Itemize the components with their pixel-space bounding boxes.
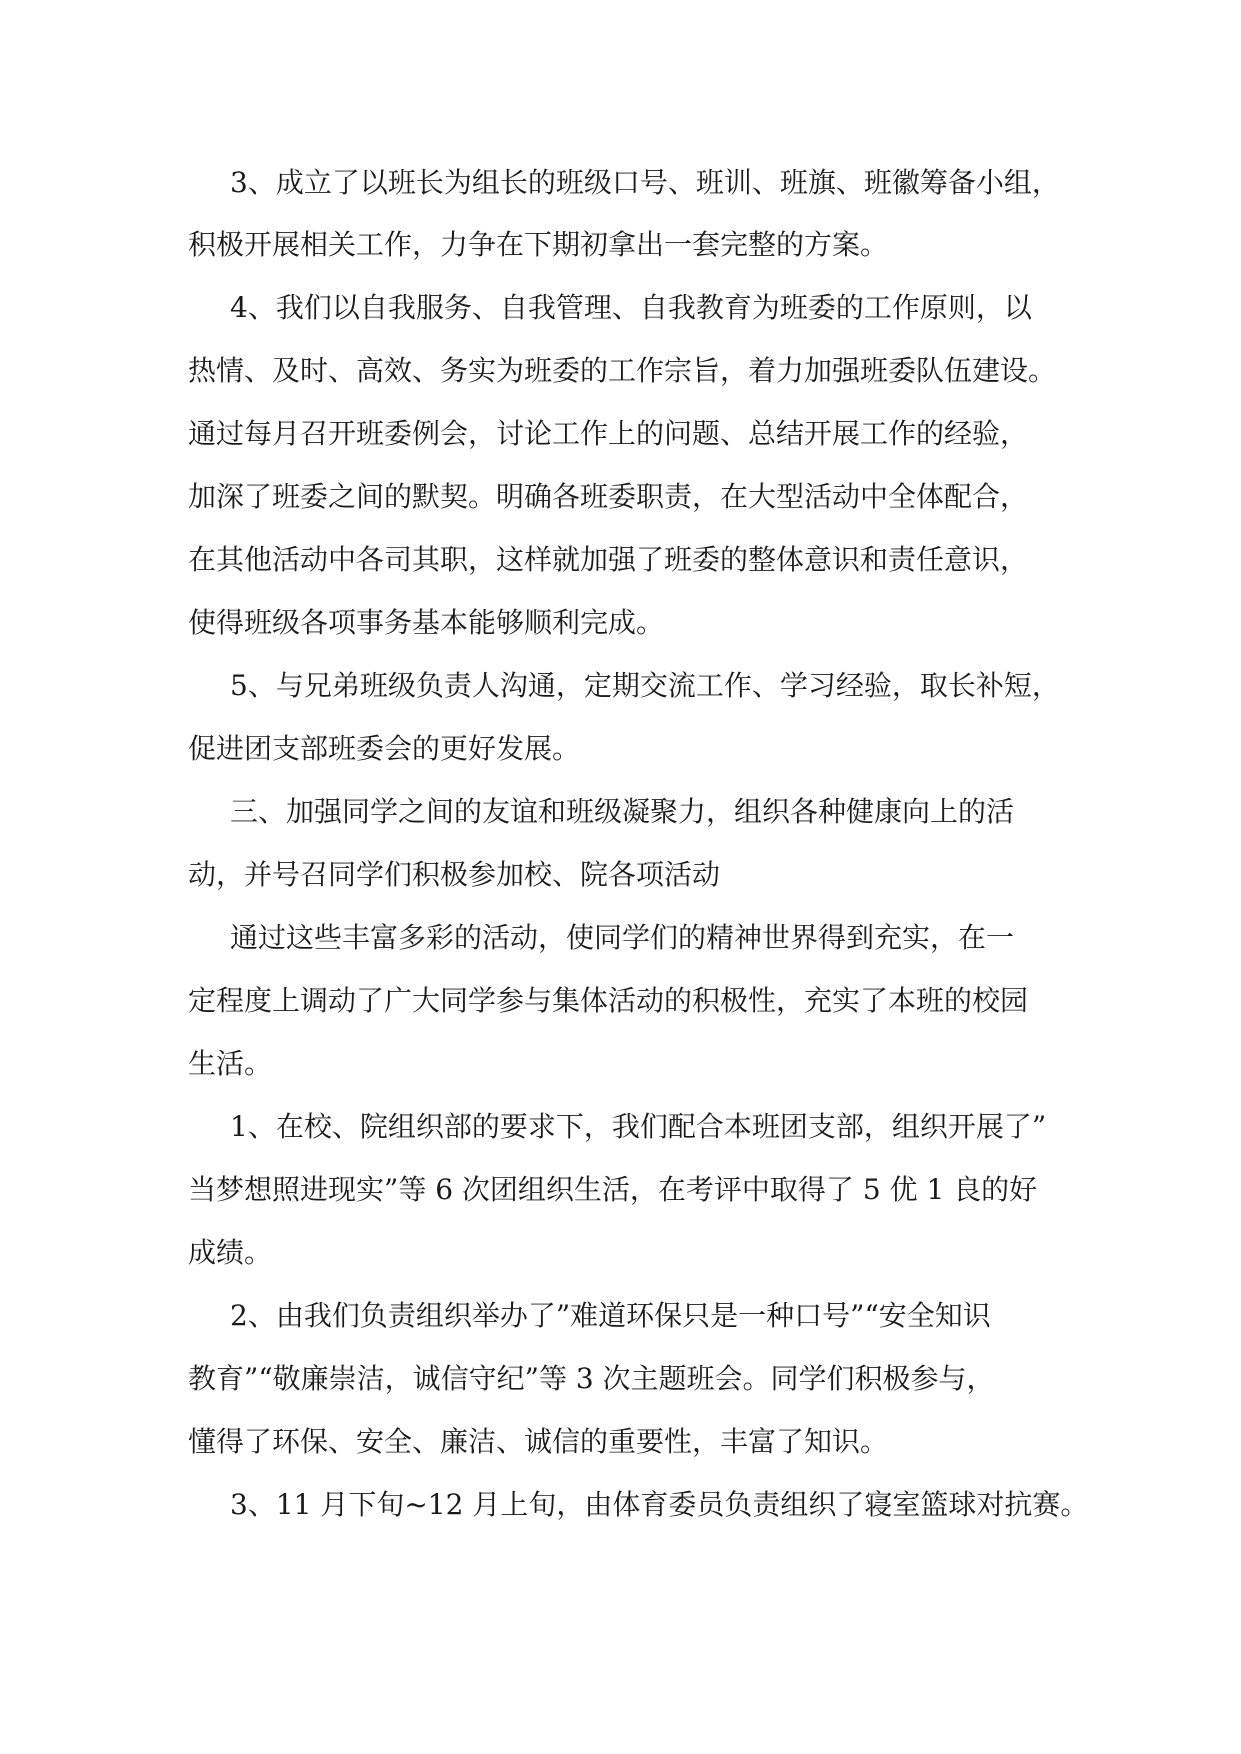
paragraph-4-line-2: 热情、及时、高效、务实为班委的工作宗旨，着力加强班委队伍建设。 [188, 354, 1057, 387]
text-line [0, 404, 1241, 464]
paragraph-4-line-5: 在其他活动中各司其职，这样就加强了班委的整体意识和责任意识， [188, 543, 1029, 576]
text-line [0, 593, 1241, 653]
item-2-line-2: 教育”“敬廉崇洁，诚信守纪”等 3 次主题班会。同学们积极参与， [188, 1362, 995, 1395]
text-line [0, 782, 1241, 842]
paragraph-3-line-2: 积极开展相关工作，力争在下期初拿出一套完整的方案。 [188, 228, 889, 261]
paragraph-4-line-1: 4、我们以自我服务、自我管理、自我教育为班委的工作原则，以 [230, 291, 1032, 324]
text-line [0, 719, 1241, 779]
text-line [0, 341, 1241, 401]
paragraph-4-line-6: 使得班级各项事务基本能够顺利完成。 [188, 606, 665, 639]
text-line [0, 845, 1241, 905]
item-1-line-3: 成绩。 [188, 1236, 273, 1269]
text-line [0, 656, 1241, 716]
text-line [0, 1097, 1241, 1157]
text-line [0, 215, 1241, 275]
item-3-line-1: 3、11 月下旬~12 月上旬，由体育委员负责组织了寝室篮球对抗赛。 [230, 1488, 1089, 1521]
text-line [0, 1412, 1241, 1472]
text-line [0, 1223, 1241, 1283]
text-line [0, 1286, 1241, 1346]
text-line [0, 530, 1241, 590]
paragraph-5-line-1: 5、与兄弟班级负责人沟通，定期交流工作、学习经验，取长补短， [230, 669, 1060, 702]
item-1-line-1: 1、在校、院组织部的要求下，我们配合本班团支部，组织开展了” [230, 1110, 1047, 1143]
text-line [0, 278, 1241, 338]
paragraph-4-line-4: 加深了班委之间的默契。明确各班委职责，在大型活动中全体配合， [188, 480, 1029, 513]
text-line [0, 153, 1241, 213]
item-1-line-2: 当梦想照进现实”等 6 次团组织生活，在考评中取得了 5 优 1 良的好 [188, 1173, 1038, 1206]
intro-paragraph-line-3: 生活。 [188, 1047, 273, 1080]
paragraph-3-line-1: 3、成立了以班长为组长的班级口号、班训、班旗、班徽筹备小组， [230, 166, 1060, 199]
text-line [0, 1160, 1241, 1220]
item-2-line-1: 2、由我们负责组织举办了”难道环保只是一种口号”“安全知识 [230, 1299, 991, 1332]
item-2-line-3: 懂得了环保、安全、廉洁、诚信的重要性，丰富了知识。 [188, 1425, 889, 1458]
text-line [0, 971, 1241, 1031]
text-line [0, 1349, 1241, 1409]
text-line [0, 1034, 1241, 1094]
paragraph-5-line-2: 促进团支部班委会的更好发展。 [188, 732, 581, 765]
intro-paragraph-line-1: 通过这些丰富多彩的活动，使同学们的精神世界得到充实，在一 [230, 921, 1015, 954]
section-heading-line-2: 动，并号召同学们积极参加校、院各项活动 [188, 858, 721, 891]
section-heading-line-1: 三、加强同学之间的友谊和班级凝聚力，组织各种健康向上的活 [230, 795, 1015, 828]
paragraph-4-line-3: 通过每月召开班委例会，讨论工作上的问题、总结开展工作的经验， [188, 417, 1029, 450]
text-line [0, 1475, 1241, 1535]
text-line [0, 467, 1241, 527]
text-line [0, 908, 1241, 968]
intro-paragraph-line-2: 定程度上调动了广大同学参与集体活动的积极性，充实了本班的校园 [188, 984, 1029, 1017]
